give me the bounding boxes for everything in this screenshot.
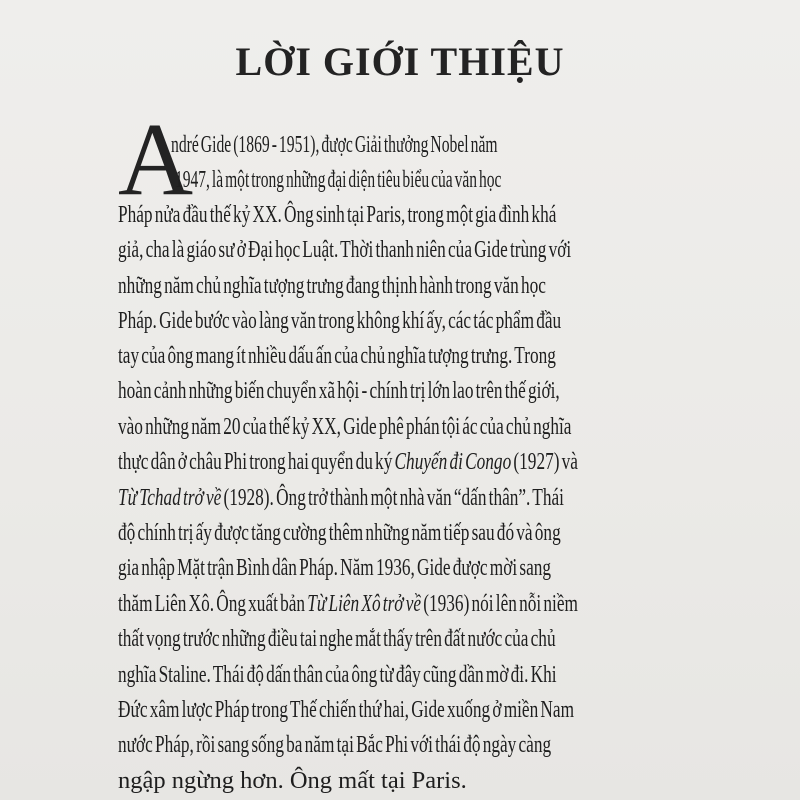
body-line <box>118 692 682 728</box>
text-segment: thất vọng trước những điều tai nghe mắt thấy trên đất nước của chủ <box>118 625 556 652</box>
text-segment: vào những năm 20 của thế kỷ XX, Gide phê phán tội ác của chủ nghĩa <box>118 413 572 440</box>
book-title-italic: Từ Liên Xô trở về <box>307 590 422 617</box>
body-line <box>118 515 682 551</box>
text-segment: Đức xâm lược Pháp trong Thế chiến thứ hai, Gide xuống ở miền Nam <box>118 696 575 723</box>
body-line <box>118 444 682 480</box>
page-title: LỜI GIỚI THIỆU <box>235 39 565 84</box>
text-segment: thăm Liên Xô. Ông xuất bản <box>118 590 308 617</box>
body-line <box>118 232 682 268</box>
book-title-italic: Chuyến đi Congo <box>394 448 512 475</box>
body-line <box>118 763 800 799</box>
body-line <box>118 586 682 622</box>
text-segment: ngập ngừng hơn. Ông mất tại Paris. <box>118 767 467 794</box>
text-segment: 1947, là một trong những đại diện tiêu biểu của văn học <box>175 166 502 193</box>
body-line <box>118 621 682 657</box>
body-line <box>175 162 682 198</box>
text-segment: (1936) nói lên nỗi niềm <box>421 590 578 617</box>
body-line <box>171 127 682 163</box>
text-segment: giả, cha là giáo sư ở Đại học Luật. Thời thanh niên của Gide trùng với <box>118 236 572 263</box>
body-line <box>118 550 682 586</box>
body-line <box>118 338 682 374</box>
text-segment: tay của ông mang ít nhiều dấu ấn của chủ nghĩa tượng trưng. Trong <box>118 342 556 369</box>
body-line <box>118 303 682 339</box>
text-segment: (1928). Ông trở thành một nhà văn “dấn thân”. Thái <box>221 484 564 511</box>
text-segment: ndré Gide (1869 - 1951), được Giải thưởng Nobel năm <box>171 131 498 158</box>
text-segment: hoàn cảnh những biến chuyển xã hội - chính trị lớn lao trên thế giới, <box>118 377 560 404</box>
text-segment: thực dân ở châu Phi trong hai quyển du ký <box>118 448 395 475</box>
book-title-italic: Từ Tchad trở về <box>118 484 222 511</box>
body-line <box>118 657 682 693</box>
body-line <box>118 727 682 763</box>
text-segment: gia nhập Mặt trận Bình dân Pháp. Năm 1936, Gide được mời sang <box>118 554 552 581</box>
text-segment: Pháp nửa đầu thế kỷ XX. Ông sinh tại Paris, trong một gia đình khá <box>118 201 557 228</box>
text-segment: những năm chủ nghĩa tượng trưng đang thịnh hành trong văn học <box>118 272 546 299</box>
text-segment: Pháp. Gide bước vào làng văn trong không khí ấy, các tác phẩm đầu <box>118 307 562 334</box>
body-line <box>118 373 682 409</box>
body-line <box>118 268 682 304</box>
text-segment: nghĩa Staline. Thái độ dấn thân của ông từ đây cũng dần mờ đi. Khi <box>118 661 557 688</box>
text-segment: nước Pháp, rồi sang sống ba năm tại Bắc Phi với thái độ ngày càng <box>118 731 552 758</box>
body-line <box>118 480 682 516</box>
body-line <box>118 197 682 233</box>
text-segment: độ chính trị ấy được tăng cường thêm những năm tiếp sau đó và ông <box>118 519 561 546</box>
drop-cap-letter: A <box>118 102 194 217</box>
body-line <box>118 409 682 445</box>
text-segment: (1927) và <box>511 448 578 475</box>
